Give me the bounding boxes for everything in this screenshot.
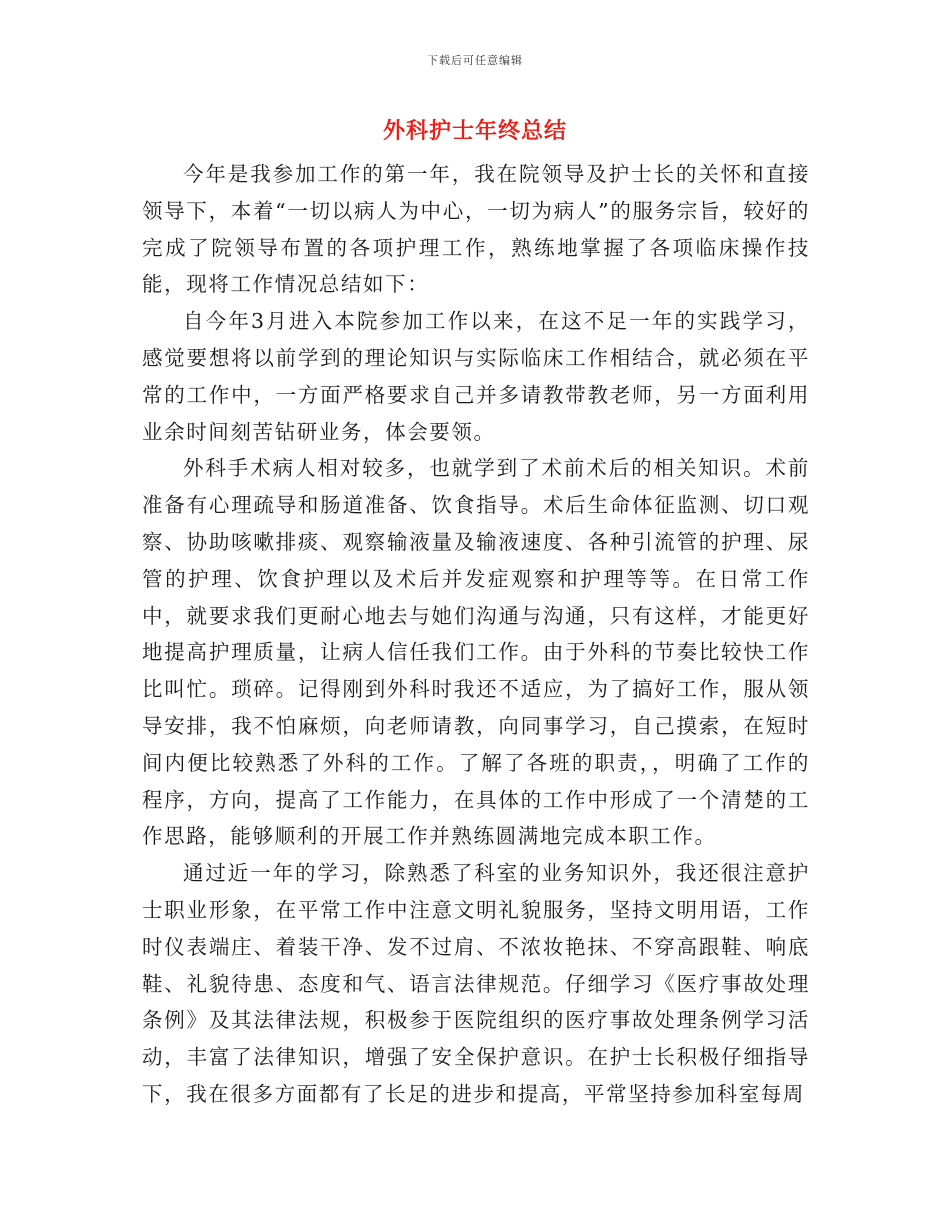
header-note: 下载后可任意编辑 — [427, 54, 523, 67]
document-title: 外科护士年终总结 — [382, 118, 567, 144]
paragraph-surgery-care: 外科手术病人相对较多，也就学到了术前术后的相关知识。术前准备有心理疏导和肠道准备、饮食指导。术后生命体征监测、切口观察、协助咳嗽排痰、观察输液量及输液速度、各种引流管的护理、尿管的护理、饮食护理以及术后并发症观察和护理等等。在日常工作中，就要求我们更耐心地去与她们沟通与沟通，只有这样，才能更好地提高护理质量，让病人信任我们工作。由于外科的节奏比较快工作比叫忙。琐碎。记得刚到外科时我还不适应，为了搞好工作，服从领导安排，我不怕麻烦，向老师请教，向同事学习，自己摸索，在短时间内便比较熟悉了外科的工作。了解了各班的职责，，明确了工作的程序，方向，提高了工作能力，在具体的工作中形成了一个清楚的工作思路，能够顺利的开展工作并熟练圆满地完成本职工作。 — [142, 456, 810, 849]
paragraph-intro: 今年是我参加工作的第一年，我在院领导及护士长的关怀和直接领导下，本着“一切以病人为中心，一切为病人”的服务宗旨，较好的完成了院领导布置的各项护理工作，熟练地掌握了各项临床操作技能，现将工作情况总结如下： — [142, 162, 810, 297]
paragraph-study: 自今年3月进入本院参加工作以来，在这不足一年的实践学习，感觉要想将以前学到的理论知识与实际临床工作相结合，就必须在平常的工作中，一方面严格要求自己并多请教带教老师，另一方面利用业余时间刻苦钻研业务，体会要领。 — [142, 309, 810, 444]
paragraph-professional-image: 通过近一年的学习，除熟悉了科室的业务知识外，我还很注意护士职业形象，在平常工作中注意文明礼貌服务，坚持文明用语，工作时仪表端庄、着装干净、发不过肩、不浓妆艳抹、不穿高跟鞋、响底鞋、礼貌待患、态度和气、语言法律规范。仔细学习《医疗事故处理条例》及其法律法规，积极参于医院组织的医疗事故处理条例学习活动，丰富了法律知识，增强了安全保护意识。在护士长积极仔细指导下，我在很多方面都有了长足的进步和提高，平常坚持参加科室每周 — [142, 861, 810, 1106]
document-body — [142, 156, 810, 1113]
